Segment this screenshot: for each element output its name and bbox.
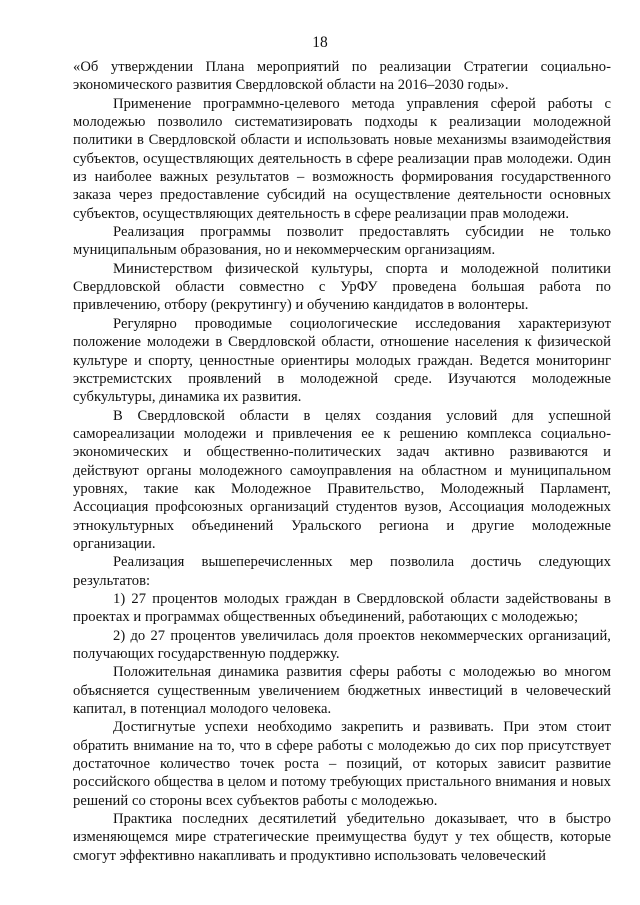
paragraph-self-government: В Свердловской области в целях создания условий для успешной самореализации молодежи и привлечения ее к решению комплекса социально-экономических и общественно-политических задач активно развиваются и действуют органы молодежного самоуправления на областном и муниципальном уровнях, такие как Молодежное Правительство, Молодежный Парламент, Ассоциация профсоюзных организаций студентов вузов, Ассоциация молодежных этнокультурных объединений Уральского региона и другие молодежные организации. <box>73 407 611 552</box>
document-body <box>73 58 611 865</box>
list-item-result-2: 2) до 27 процентов увеличилась доля проектов некоммерческих организаций, получающих государственную поддержку. <box>73 627 611 662</box>
list-item-result-1: 1) 27 процентов молодых граждан в Свердловской области задействованы в проектах и программах общественных объединений, работающих с молодежью; <box>73 590 611 626</box>
paragraph-successes: Достигнутые успехи необходимо закрепить и развивать. При этом стоит обратить внимание на то, что в сфере работы с молодежью до сих пор присутствует достаточное количество точек роста – позиций, от которых зависит развитие российского общества в целом и потому требующих пристального внимания и новых решений со стороны всех субъектов работы с молодежью. <box>73 719 611 809</box>
paragraph-subsidies: Реализация программы позволит предоставлять субсидии не только муниципальным образования, но и некоммерческим организациям. <box>73 224 611 259</box>
paragraph-results-intro: Реализация вышеперечисленных мер позволила достичь следующих результатов: <box>73 554 611 589</box>
page-number: 18 <box>312 34 328 51</box>
paragraph-continuation: «Об утверждении Плана мероприятий по реализации Стратегии социально-экономического развития Свердловской области на 2016–2030 годы». <box>73 59 611 94</box>
paragraph-program-target-method: Применение программно-целевого метода управления сферой работы с молодежью позволило систематизировать подходы к реализации молодежной политики в Свердловской области и использовать новые механизмы взаимодействия субъектов, осуществляющих деятельность в сфере реализации прав молодежи. Один из наиболее важных результатов – возможность формирования государственного заказа через предоставление субсидий на осуществление деятельности основных субъектов, осуществляющих деятельность в сфере реализации прав молодежи. <box>73 95 611 222</box>
paragraph-sociological-research: Регулярно проводимые социологические исследования характеризуют положение молодежи в Свердловской области, отношение населения к физической культуре и спорту, ценностные ориентиры молодых граждан. Ведется мониторинг экстремистских проявлений в молодежной среде. Изучаются молодежные субкультуры, динамика их развития. <box>73 315 611 406</box>
paragraph-practice: Практика последних десятилетий убедительно доказывает, что в быстро изменяющемся мире стратегические преимущества будут у тех обществ, которые смогут эффективно накапливать и продуктивно использовать человеческий <box>73 811 611 864</box>
paragraph-ministry-urfu: Министерством физической культуры, спорта и молодежной политики Свердловской области совместно с УрФУ проведена большая работа по привлечению, отбору (рекрутингу) и обучению кандидатов в волонтеры. <box>73 260 611 314</box>
paragraph-positive-dynamics: Положительная динамика развития сферы работы с молодежью во многом объясняется существенным увеличением бюджетных инвестиций в человеческий капитал, в потенциал молодого человека. <box>73 664 611 718</box>
